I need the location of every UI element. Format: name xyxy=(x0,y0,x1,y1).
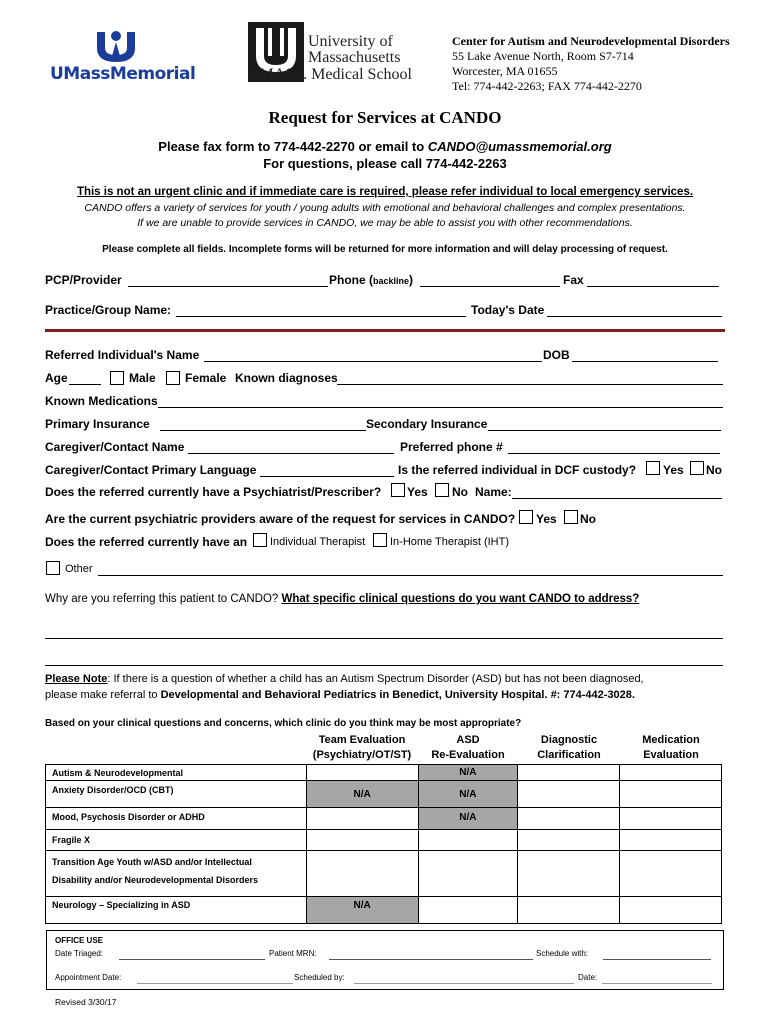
patient-mrn-input[interactable] xyxy=(329,959,533,960)
col-header-team-eval-line1: Team Evaluation xyxy=(318,734,406,746)
table-cell[interactable] xyxy=(620,830,722,851)
caregiver-language-input[interactable] xyxy=(260,476,394,477)
phone-label xyxy=(329,273,413,287)
questions-line: For questions, please call 774-442-2263 xyxy=(263,156,507,171)
date-triaged-input[interactable] xyxy=(119,959,265,960)
table-row xyxy=(46,765,722,781)
note-label: Please Note xyxy=(45,673,108,685)
dob-label: DOB xyxy=(543,348,570,362)
table-cell-na: N/A xyxy=(418,808,518,830)
referred-name-label: Referred Individual's Name xyxy=(45,348,200,362)
section-divider xyxy=(45,329,725,332)
preferred-phone-input[interactable] xyxy=(508,453,720,454)
row-label: Anxiety Disorder/OCD (CBT) xyxy=(46,781,307,808)
fax-line-prefix: Please fax form to 774-442-2270 or email to xyxy=(158,139,428,154)
known-diagnoses-input[interactable] xyxy=(337,384,723,385)
dcf-yes-label: Yes xyxy=(663,463,684,477)
psychiatrist-no-label: No xyxy=(452,485,468,499)
psychiatrist-no-checkbox[interactable] xyxy=(435,483,449,497)
primary-insurance-label: Primary Insurance xyxy=(45,417,150,431)
row-label-line1: Transition Age Youth w/ASD and/or Intellectual xyxy=(52,857,252,867)
row-label: Mood, Psychosis Disorder or ADHD xyxy=(46,808,307,830)
umass-memorial-logo-icon xyxy=(95,28,137,64)
dcf-yes-checkbox[interactable] xyxy=(646,461,660,475)
psychiatrist-yes-checkbox[interactable] xyxy=(391,483,405,497)
table-cell[interactable] xyxy=(306,851,418,897)
table-cell[interactable] xyxy=(518,808,620,830)
individual-therapist-checkbox[interactable] xyxy=(253,533,267,547)
why-referring xyxy=(45,593,639,605)
office-date-input[interactable] xyxy=(602,983,712,984)
male-checkbox[interactable] xyxy=(110,371,124,385)
appointment-date-input[interactable] xyxy=(137,983,293,984)
table-cell[interactable] xyxy=(418,830,518,851)
fax-input[interactable] xyxy=(587,286,719,287)
fax-label: Fax xyxy=(563,273,584,287)
row-label: Neurology – Specializing in ASD xyxy=(46,897,307,924)
schedule-with-input[interactable] xyxy=(603,959,711,960)
row-label: Fragile X xyxy=(46,830,307,851)
female-checkbox[interactable] xyxy=(166,371,180,385)
col-header-medication-line1: Medication xyxy=(642,734,700,746)
known-medications-input[interactable] xyxy=(158,407,723,408)
preferred-phone-label: Preferred phone # xyxy=(400,440,503,454)
umass-med-line3: UMASS. Medical School xyxy=(248,66,412,83)
dob-input[interactable] xyxy=(572,361,718,362)
schedule-with-label: Schedule with: xyxy=(536,949,589,958)
col-header-team-eval-line2: (Psychiatry/OT/ST) xyxy=(312,749,412,761)
table-cell[interactable] xyxy=(306,830,418,851)
therapist-question: Does the referred currently have an xyxy=(45,535,248,549)
other-input[interactable] xyxy=(98,575,723,576)
known-diagnoses-label: Known diagnoses xyxy=(235,371,338,385)
male-label: Male xyxy=(129,371,156,385)
appointment-date-label: Appointment Date: xyxy=(55,973,122,982)
table-cell[interactable] xyxy=(418,851,518,897)
referred-name-input[interactable] xyxy=(204,361,542,362)
row-label: Autism & Neurodevelopmental xyxy=(46,765,307,781)
clinic-question: Based on your clinical questions and concerns, which clinic do you think may be most appropriate? xyxy=(45,718,522,729)
center-name: Center for Autism and Neurodevelopmental Disorders xyxy=(452,34,730,48)
primary-insurance-input[interactable] xyxy=(160,430,366,431)
in-home-therapist-checkbox[interactable] xyxy=(373,533,387,547)
aware-yes-label: Yes xyxy=(536,512,557,526)
table-cell[interactable] xyxy=(518,897,620,924)
office-use-heading: OFFICE USE xyxy=(55,936,104,945)
dcf-no-checkbox[interactable] xyxy=(690,461,704,475)
center-phone-fax: Tel: 774-442-2263; FAX 774-442-2270 xyxy=(452,79,642,93)
table-row xyxy=(46,808,722,830)
table-cell[interactable] xyxy=(620,765,722,781)
why-answer-line-1[interactable] xyxy=(45,638,723,639)
scheduled-by-label: Scheduled by: xyxy=(294,973,345,982)
note-dbp-referral: Developmental and Behavioral Pediatrics in Benedict, University Hospital. #: 774-442-3028. xyxy=(160,689,635,701)
providers-aware-question: Are the current psychiatric providers aware of the request for services in CANDO? xyxy=(45,512,516,526)
phone-input[interactable] xyxy=(420,286,560,287)
aware-no-label: No xyxy=(580,512,596,526)
table-cell[interactable] xyxy=(418,897,518,924)
pcp-label: PCP/Provider xyxy=(45,273,122,287)
patient-mrn-label: Patient MRN: xyxy=(269,949,317,958)
table-cell[interactable] xyxy=(620,808,722,830)
why-question: What specific clinical questions do you want CANDO to address? xyxy=(281,593,640,605)
todays-date-label: Today's Date xyxy=(471,303,545,317)
table-cell-na: N/A xyxy=(418,765,518,781)
offers-line-1: CANDO offers a variety of services for youth / young adults with emotional and behavioral challenges and complex presentations. xyxy=(84,202,686,214)
pcp-input[interactable] xyxy=(128,286,328,287)
urgent-notice: This is not an urgent clinic and if immediate care is required, please refer individual to local emergency services. xyxy=(76,186,694,198)
scheduled-by-input[interactable] xyxy=(354,983,574,984)
row-label-line2: Disability and/or Neurodevelopmental Disorders xyxy=(52,875,259,885)
psychiatrist-question: Does the referred currently have a Psychiatrist/Prescriber? xyxy=(45,485,382,499)
aware-no-checkbox[interactable] xyxy=(564,510,578,524)
table-row xyxy=(46,830,722,851)
other-checkbox[interactable] xyxy=(46,561,60,575)
known-medications-label: Known Medications xyxy=(45,394,158,408)
table-cell[interactable] xyxy=(306,765,418,781)
psychiatrist-name-input[interactable] xyxy=(512,498,722,499)
individual-therapist-label: Individual Therapist xyxy=(270,536,366,548)
table-cell[interactable] xyxy=(518,781,620,808)
backline-label: backline xyxy=(373,276,410,286)
table-row xyxy=(46,897,722,924)
col-header-diagnostic xyxy=(518,733,620,763)
female-label: Female xyxy=(185,371,227,385)
table-cell[interactable] xyxy=(620,897,722,924)
complete-fields-notice: Please complete all fields. Incomplete forms will be returned for more information and will delay processing of request. xyxy=(102,244,668,255)
other-label: Other xyxy=(65,563,93,575)
table-row xyxy=(46,851,722,897)
dcf-no-label: No xyxy=(706,463,722,477)
office-use-box xyxy=(46,930,724,990)
center-address-line1: 55 Lake Avenue North, Room S7-714 xyxy=(452,49,634,63)
table-cell-na: N/A xyxy=(306,781,418,808)
fax-line xyxy=(0,139,770,154)
caregiver-language-label: Caregiver/Contact Primary Language xyxy=(45,463,257,477)
note-text-1: : If there is a question of whether a child has an Autism Spectrum Disorder (ASD) but has not been diagnosed, xyxy=(107,673,644,685)
table-cell-na: N/A xyxy=(306,897,418,924)
caregiver-contact-label: Caregiver/Contact Name xyxy=(45,440,185,454)
age-input[interactable] xyxy=(69,384,101,385)
note-line-1 xyxy=(45,673,644,685)
todays-date-input[interactable] xyxy=(547,316,722,317)
table-cell[interactable] xyxy=(620,781,722,808)
phone-label-text: Phone ( xyxy=(329,273,373,287)
practice-label: Practice/Group Name: xyxy=(45,303,172,317)
col-header-diagnostic-line1: Diagnostic xyxy=(540,734,598,746)
why-prefix: Why are you referring this patient to CANDO? xyxy=(45,593,282,605)
age-label: Age xyxy=(45,371,68,385)
col-header-diagnostic-line2: Clarification xyxy=(537,749,601,761)
table-cell[interactable] xyxy=(518,830,620,851)
secondary-insurance-label: Secondary Insurance xyxy=(366,417,488,431)
col-header-medication xyxy=(620,733,722,763)
col-header-asd-reeval xyxy=(418,733,518,763)
col-header-team-eval xyxy=(306,733,418,763)
psychiatrist-yes-label: Yes xyxy=(407,485,428,499)
in-home-therapist-label: In-Home Therapist (IHT) xyxy=(390,536,509,548)
why-answer-line-2[interactable] xyxy=(45,665,723,666)
umass-med-line1: University of xyxy=(308,33,393,50)
page-title: Request for Services at CANDO xyxy=(268,108,502,127)
dcf-custody-question: Is the referred individual in DCF custody? xyxy=(398,463,637,477)
note-line-2 xyxy=(45,689,635,701)
revised-date: Revised 3/30/17 xyxy=(55,997,117,1007)
aware-yes-checkbox[interactable] xyxy=(519,510,533,524)
umass-memorial-logo-text: UMassMemorial xyxy=(50,64,196,84)
clinic-table xyxy=(45,764,722,924)
table-cell[interactable] xyxy=(518,765,620,781)
secondary-insurance-input[interactable] xyxy=(488,430,721,431)
col-header-asd-reeval-line2: Re-Evaluation xyxy=(431,749,505,761)
cando-email-link[interactable]: CANDO@umassmemorial.org xyxy=(427,139,612,154)
table-cell-na: N/A xyxy=(418,781,518,808)
table-cell[interactable] xyxy=(518,851,620,897)
umass-med-line2: Massachusetts xyxy=(308,49,401,66)
center-address-line2: Worcester, MA 01655 xyxy=(452,64,558,78)
table-cell[interactable] xyxy=(620,851,722,897)
table-row xyxy=(46,781,722,808)
note-text-2: please make referral to xyxy=(45,689,161,701)
offers-line-2: If we are unable to provide services in CANDO, we may be able to assist you with other recommendations. xyxy=(137,217,633,229)
practice-input[interactable] xyxy=(176,316,466,317)
office-date-label: Date: xyxy=(578,973,598,982)
phone-label-close: ) xyxy=(409,273,414,287)
table-cell[interactable] xyxy=(306,808,418,830)
date-triaged-label: Date Triaged: xyxy=(55,949,104,958)
col-header-medication-line2: Evaluation xyxy=(643,749,699,761)
col-header-asd-reeval-line1: ASD xyxy=(456,734,480,746)
psychiatrist-name-label: Name: xyxy=(475,485,512,499)
row-label xyxy=(46,851,307,897)
caregiver-contact-input[interactable] xyxy=(188,453,394,454)
